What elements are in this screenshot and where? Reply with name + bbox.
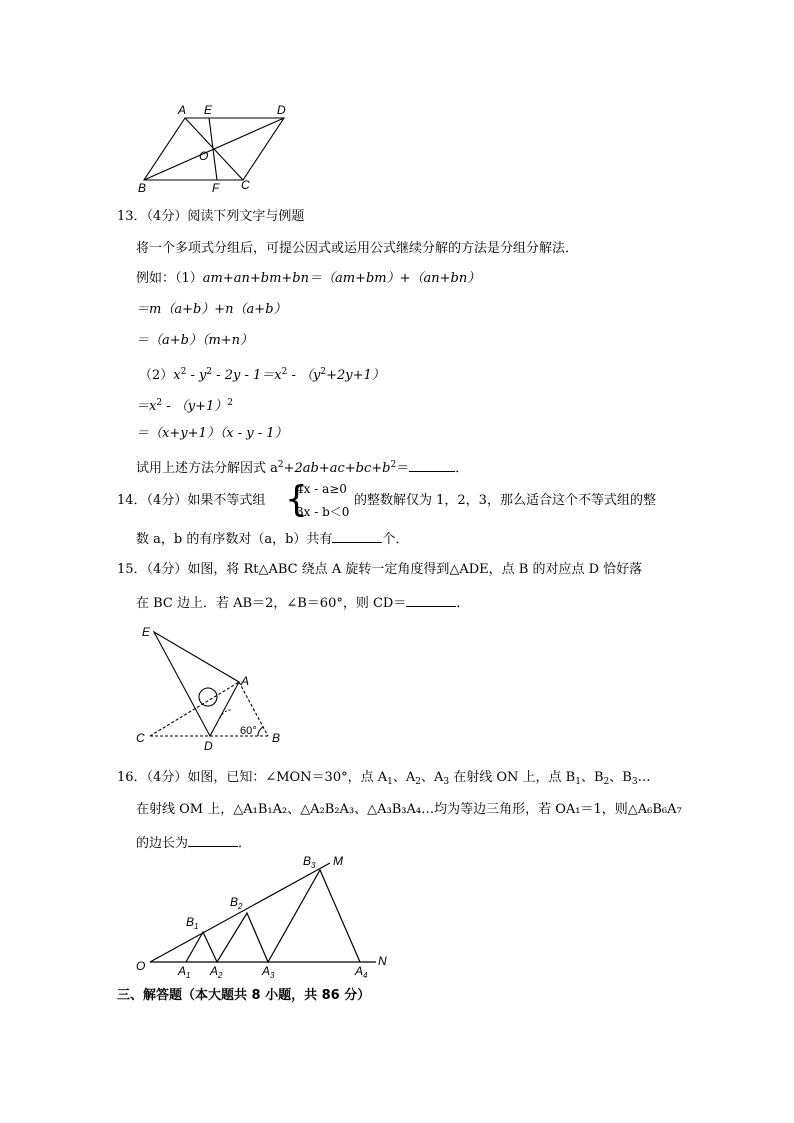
- equilateral-triangles-figure: [130, 852, 400, 982]
- parallelogram-figure: [130, 98, 300, 198]
- rotation-figure: [132, 620, 292, 752]
- q16-line3: 的边长为 ．: [136, 836, 252, 851]
- label-A: A: [241, 674, 250, 688]
- q16-line1: 16．（4分）如图，已知：∠MON＝30°，点 $A_1$、$A_2$、$A_3$ 在射线 ON 上，点 $B_1$、$B_2$、$B_3\dots$: [117, 770, 651, 787]
- q15-line1: 15．（4分）如图，将 Rt△ABC 绕点 A 旋转一定角度得到△ADE，点 B 的对应点 D 恰好落: [117, 562, 643, 577]
- angle-arc-D: [220, 710, 232, 718]
- label-N: N: [378, 954, 387, 968]
- label-B3: $B_3$: [303, 854, 316, 870]
- q14-answer-blank: [332, 530, 382, 543]
- label-E: E: [204, 103, 213, 117]
- q13-example1-line3: ＝（a+b）（m+n）: [136, 333, 254, 348]
- section-3-heading: 三、解答题（本大题共 8 小题，共 86 分）: [117, 988, 371, 1003]
- angle-arc-B: [258, 727, 263, 736]
- label-A1: $A_1$: [178, 964, 191, 980]
- q13-example1-line2: ＝m（a+b）+n（a+b）: [136, 302, 287, 317]
- label-A2: $A_2$: [210, 964, 223, 980]
- q16-answer-blank: [188, 834, 238, 847]
- angle-60-label: 60°: [240, 725, 257, 737]
- label-D: D: [277, 103, 286, 117]
- q13-intro: 将一个多项式分组后，可提公因式或运用公式继续分解的方法是分组分解法．: [136, 241, 579, 256]
- label-B: B: [272, 731, 281, 745]
- q14-brace: {: [285, 479, 308, 520]
- label-F: F: [212, 181, 220, 195]
- label-B: B: [138, 181, 147, 195]
- label-M: M: [333, 854, 343, 868]
- q14-inequality-1: 4x - a≥0: [296, 482, 347, 496]
- ray-OM: [150, 863, 330, 962]
- label-O: O: [136, 959, 146, 973]
- label-A: A: [178, 103, 187, 117]
- label-B2: $B_2$: [230, 895, 243, 911]
- label-E: E: [142, 625, 151, 639]
- q14-text-line1: 的整数解仅为 1，2，3，那么适合这个不等式组的整: [354, 493, 656, 508]
- label-O: O: [199, 149, 209, 163]
- q14-title: 14．（4分）如果不等式组: [117, 493, 266, 508]
- q13-example2-line2: $=x^2 - (y+1)^2$: [136, 398, 233, 414]
- q13-answer-blank: [409, 459, 455, 472]
- triangle-chain: [186, 870, 360, 962]
- label-C: C: [241, 178, 250, 192]
- q15-answer-blank: [406, 594, 456, 607]
- q15-line2: 在 BC 边上．若 AB＝2，∠B＝60°，则 CD＝ ．: [136, 596, 470, 611]
- q13-title: 13．（4分）阅读下列文字与例题: [117, 209, 305, 224]
- q13-example1-line1: 例如：（1）am+an+bm+bn＝（am+bm）+（an+bn）: [136, 271, 481, 286]
- q13-example2-line3: ＝（x+y+1）（x - y - 1）: [136, 426, 288, 441]
- segment-EF: [209, 118, 217, 180]
- label-A3: $A_3$: [262, 964, 275, 980]
- triangle-ADE: [154, 632, 239, 736]
- q13-task: 试用上述方法分解因式 $a^2+2ab+ac+bc+b^2=$ ．: [136, 460, 469, 476]
- q14-text-line2: 数 a，b 的有序数对（a，b）共有 个．: [136, 532, 409, 547]
- label-A4: $A_4$: [355, 964, 368, 980]
- label-B1: $B_1$: [186, 915, 199, 931]
- segment-CA: [150, 682, 239, 736]
- q13-example2-line1: $(2)x^2 - y^2 - 2y - 1=x^2 - (y^2+2y+1)$: [139, 367, 385, 383]
- q16-line2: 在射线 OM 上，△A₁B₁A₂、△A₂B₂A₃、△A₃B₃A₄…均为等边三角形，若 OA₁＝1，则△A₆B₆A₇: [136, 802, 682, 817]
- label-D: D: [204, 739, 213, 752]
- q14-inequality-2: 3x - b＜0: [296, 505, 350, 519]
- label-C: C: [136, 731, 145, 745]
